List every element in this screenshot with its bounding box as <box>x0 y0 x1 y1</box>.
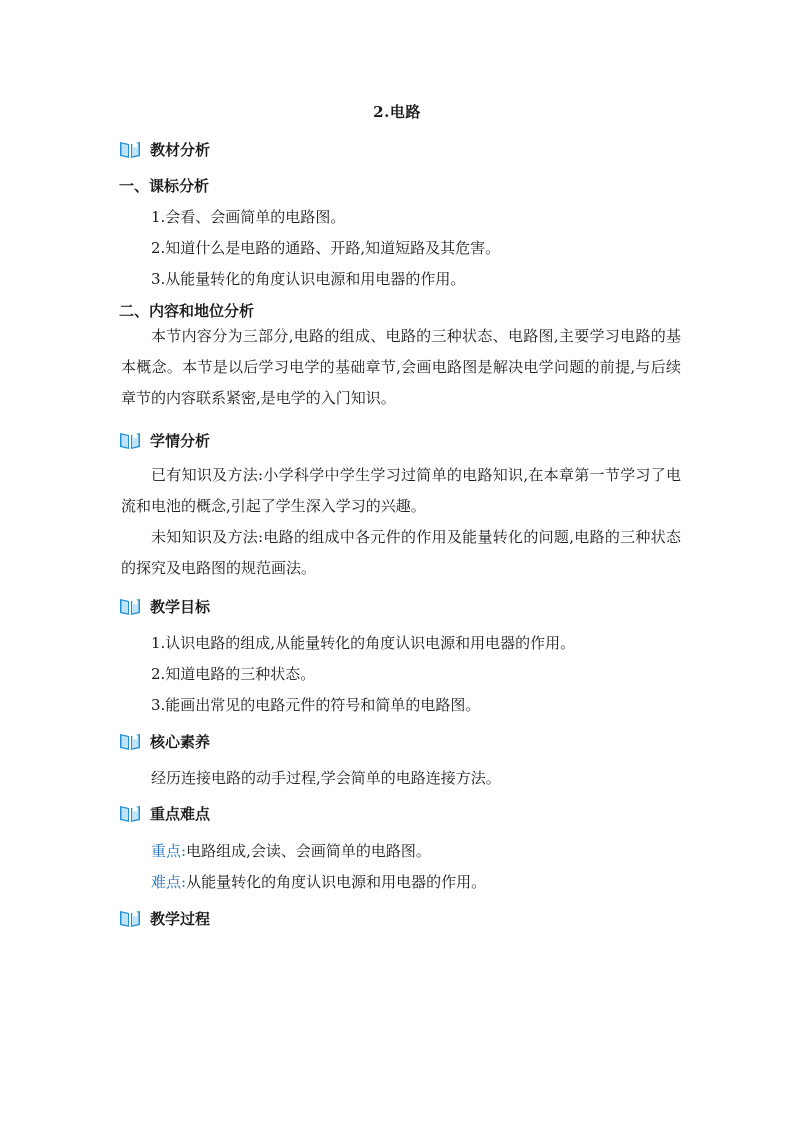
goal-item-1: 1.认识电路的组成,从能量转化的角度认识电源和用电器的作用。 <box>151 634 576 652</box>
content-position-heading: 二、内容和地位分析 <box>119 302 255 320</box>
section-core-literacy <box>119 729 210 753</box>
section-textbook-analysis <box>119 137 210 161</box>
section-teaching-process <box>119 906 210 930</box>
goal-item-3: 3.能画出常见的电路元件的符号和简单的电路图。 <box>151 696 481 714</box>
section-key-difficult <box>119 801 210 825</box>
curriculum-item-1: 1.会看、会画简单的电路图。 <box>151 208 346 226</box>
page-title: 2.电路 <box>373 103 421 121</box>
section-title: 重点难点 <box>150 804 211 823</box>
book-icon <box>119 139 141 159</box>
key-point-text: 电路组成,会读、会画简单的电路图。 <box>186 842 431 860</box>
book-icon <box>119 803 141 823</box>
key-point-label: 重点: <box>151 842 187 860</box>
section-teaching-goals <box>119 594 210 618</box>
section-title: 教材分析 <box>150 140 211 159</box>
book-icon <box>119 908 141 928</box>
section-title: 教学目标 <box>150 597 211 616</box>
content-position-paragraph: 本节内容分为三部分,电路的组成、电路的三种状态、电路图,主要学习电路的基本概念。本节是以后学习电学的基础章节,会画电路图是解决电学问题的前提,与后续章节的内容联系紧密,是电学的入门知识。 <box>121 327 681 407</box>
goal-item-2: 2.知道电路的三种状态。 <box>151 665 316 683</box>
section-title: 教学过程 <box>150 909 211 928</box>
section-title: 学情分析 <box>150 431 211 450</box>
difficult-point-label: 难点: <box>151 873 187 891</box>
key-point-line <box>151 840 431 861</box>
section-title: 核心素养 <box>150 732 211 751</box>
learner-prior-paragraph: 已有知识及方法:小学科学中学生学习过简单的电路知识,在本章第一节学习了电流和电池的概念,引起了学生深入学习的兴趣。 <box>121 466 681 515</box>
curriculum-item-2: 2.知道什么是电路的通路、开路,知道短路及其危害。 <box>151 239 501 257</box>
curriculum-heading: 一、课标分析 <box>119 177 210 195</box>
curriculum-item-3: 3.从能量转化的角度认识电源和用电器的作用。 <box>151 270 466 288</box>
core-literacy-text: 经历连接电路的动手过程,学会简单的电路连接方法。 <box>151 769 501 787</box>
book-icon <box>119 596 141 616</box>
book-icon <box>119 430 141 450</box>
section-learner-analysis <box>119 428 210 452</box>
learner-unknown-paragraph: 未知知识及方法:电路的组成中各元件的作用及能量转化的问题,电路的三种状态的探究及电路图的规范画法。 <box>121 528 681 577</box>
difficult-point-line <box>151 871 486 892</box>
book-icon <box>119 731 141 751</box>
difficult-point-text: 从能量转化的角度认识电源和用电器的作用。 <box>186 873 487 891</box>
